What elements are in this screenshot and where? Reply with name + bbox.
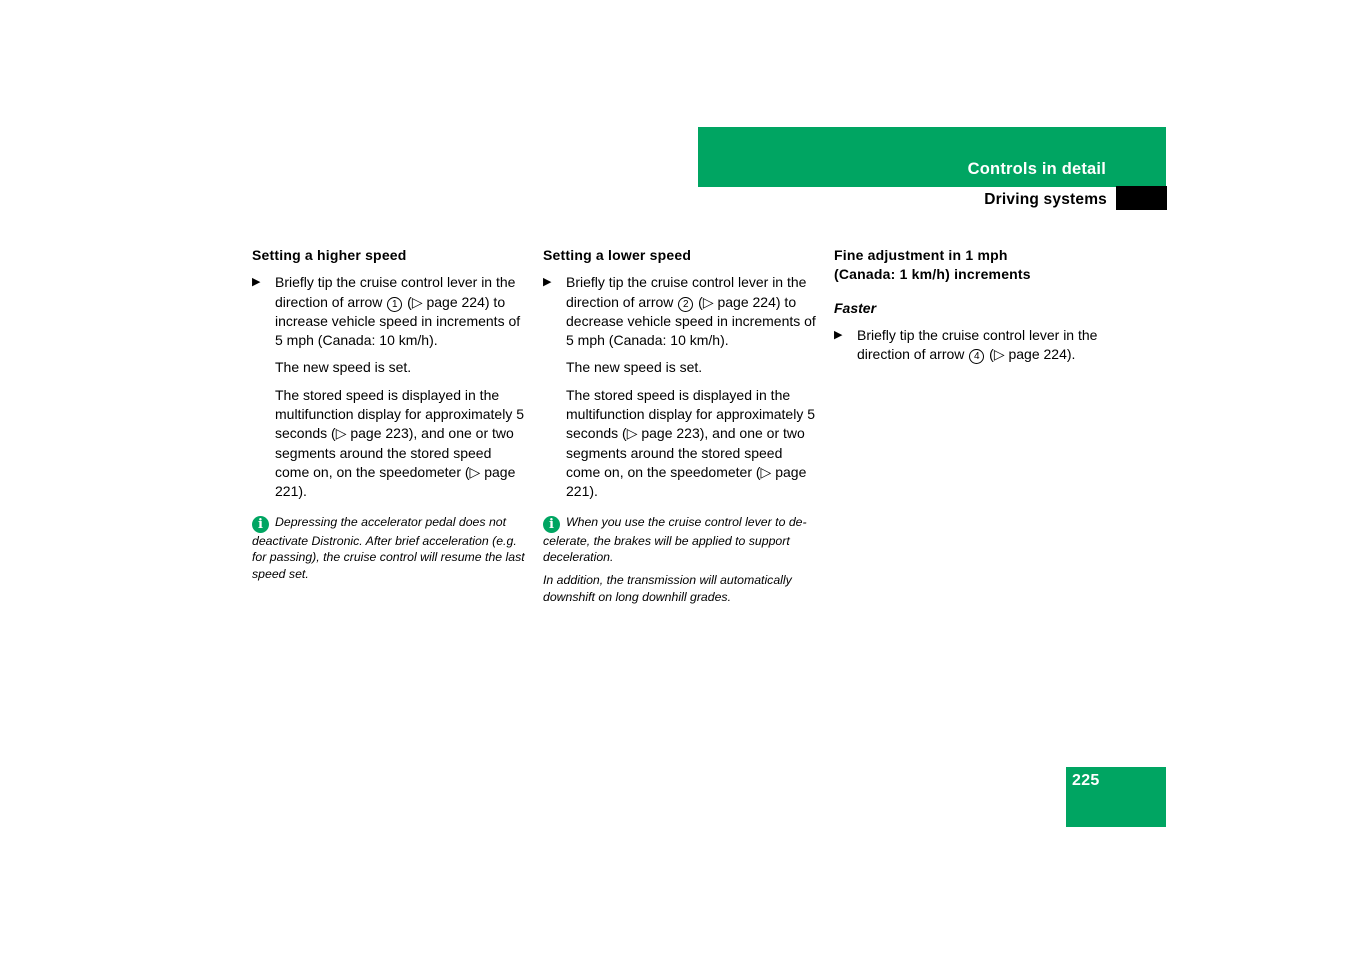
instruction-step (834, 326, 1108, 365)
step-text: Briefly tip the cruise control lever in the direction of arrow (566, 274, 807, 310)
column-fine-adjustment (834, 246, 1108, 372)
arrow-number-badge: 4 (969, 349, 984, 364)
note-text: In addition, the transmission will automatically downshift on long downhill grades. (543, 573, 792, 604)
info-icon: i (252, 516, 269, 533)
info-note (543, 514, 817, 606)
heading-higher-speed: Setting a higher speed (252, 247, 407, 263)
page-number-tab (1066, 767, 1166, 827)
result-text: The stored speed is displayed in the multifunction display for approximately 5 seconds (▷ page 223), and one or two segments around the stored speed come on, on the speedometer (▷ page 221). (275, 386, 525, 500)
header-band (698, 127, 1166, 187)
step-text: Briefly tip the cruise control lever in the direction of arrow (857, 326, 1098, 363)
note-text: Depressing the accelerator pedal does not deactivate Distronic. After brief acceleration (e.g. for passing), the cruise control will resume the last speed set. (252, 514, 525, 582)
arrow-number-badge: 1 (387, 297, 402, 312)
triangle-right-icon: ▶ (834, 328, 843, 341)
page-number: 225 (1072, 772, 1100, 789)
step-text-cont: (▷ page 224) to increase vehicle speed in increments of 5 mph (Canada: 10 km/h). (275, 293, 521, 349)
result-text: The new speed is set. (566, 359, 703, 376)
heading-line: (Canada: 1 km/h) increments (834, 266, 1031, 283)
instruction-step (543, 273, 817, 350)
triangle-right-icon: ▶ (543, 276, 552, 289)
result-text: The stored speed is displayed in the multifunction display for approximately 5 seconds (▷ page 223), and one or two segments around the stored speed come on, on the speedometer (▷ page 221). (566, 386, 816, 500)
column-higher-speed (252, 246, 526, 589)
step-text-cont: (▷ page 224). (985, 346, 1076, 363)
step-text-cont: (▷ page 224) to decrease vehicle speed in increments of 5 mph (Canada: 10 km/h). (566, 293, 816, 349)
instruction-step (252, 273, 526, 350)
heading-lower-speed: Setting a lower speed (543, 247, 692, 263)
heading-fine-adjustment (834, 246, 1108, 285)
arrow-number-badge: 2 (678, 297, 693, 312)
column-lower-speed (543, 246, 817, 612)
section-title: Driving systems (984, 191, 1107, 208)
triangle-right-icon: ▶ (252, 276, 261, 289)
section-marker-tab (1116, 186, 1167, 210)
info-icon: i (543, 516, 560, 533)
note-text: When you use the cruise control lever to de-celerate, the brakes will be applied to support deceleration. (543, 514, 807, 565)
subheading-faster: Faster (834, 299, 877, 316)
result-text: The new speed is set. (275, 359, 412, 376)
info-note (252, 514, 526, 583)
step-text: Briefly tip the cruise control lever in the direction of arrow (275, 274, 516, 310)
heading-line: Fine adjustment in 1 mph (834, 247, 1008, 263)
chapter-title: Controls in detail (967, 160, 1106, 178)
